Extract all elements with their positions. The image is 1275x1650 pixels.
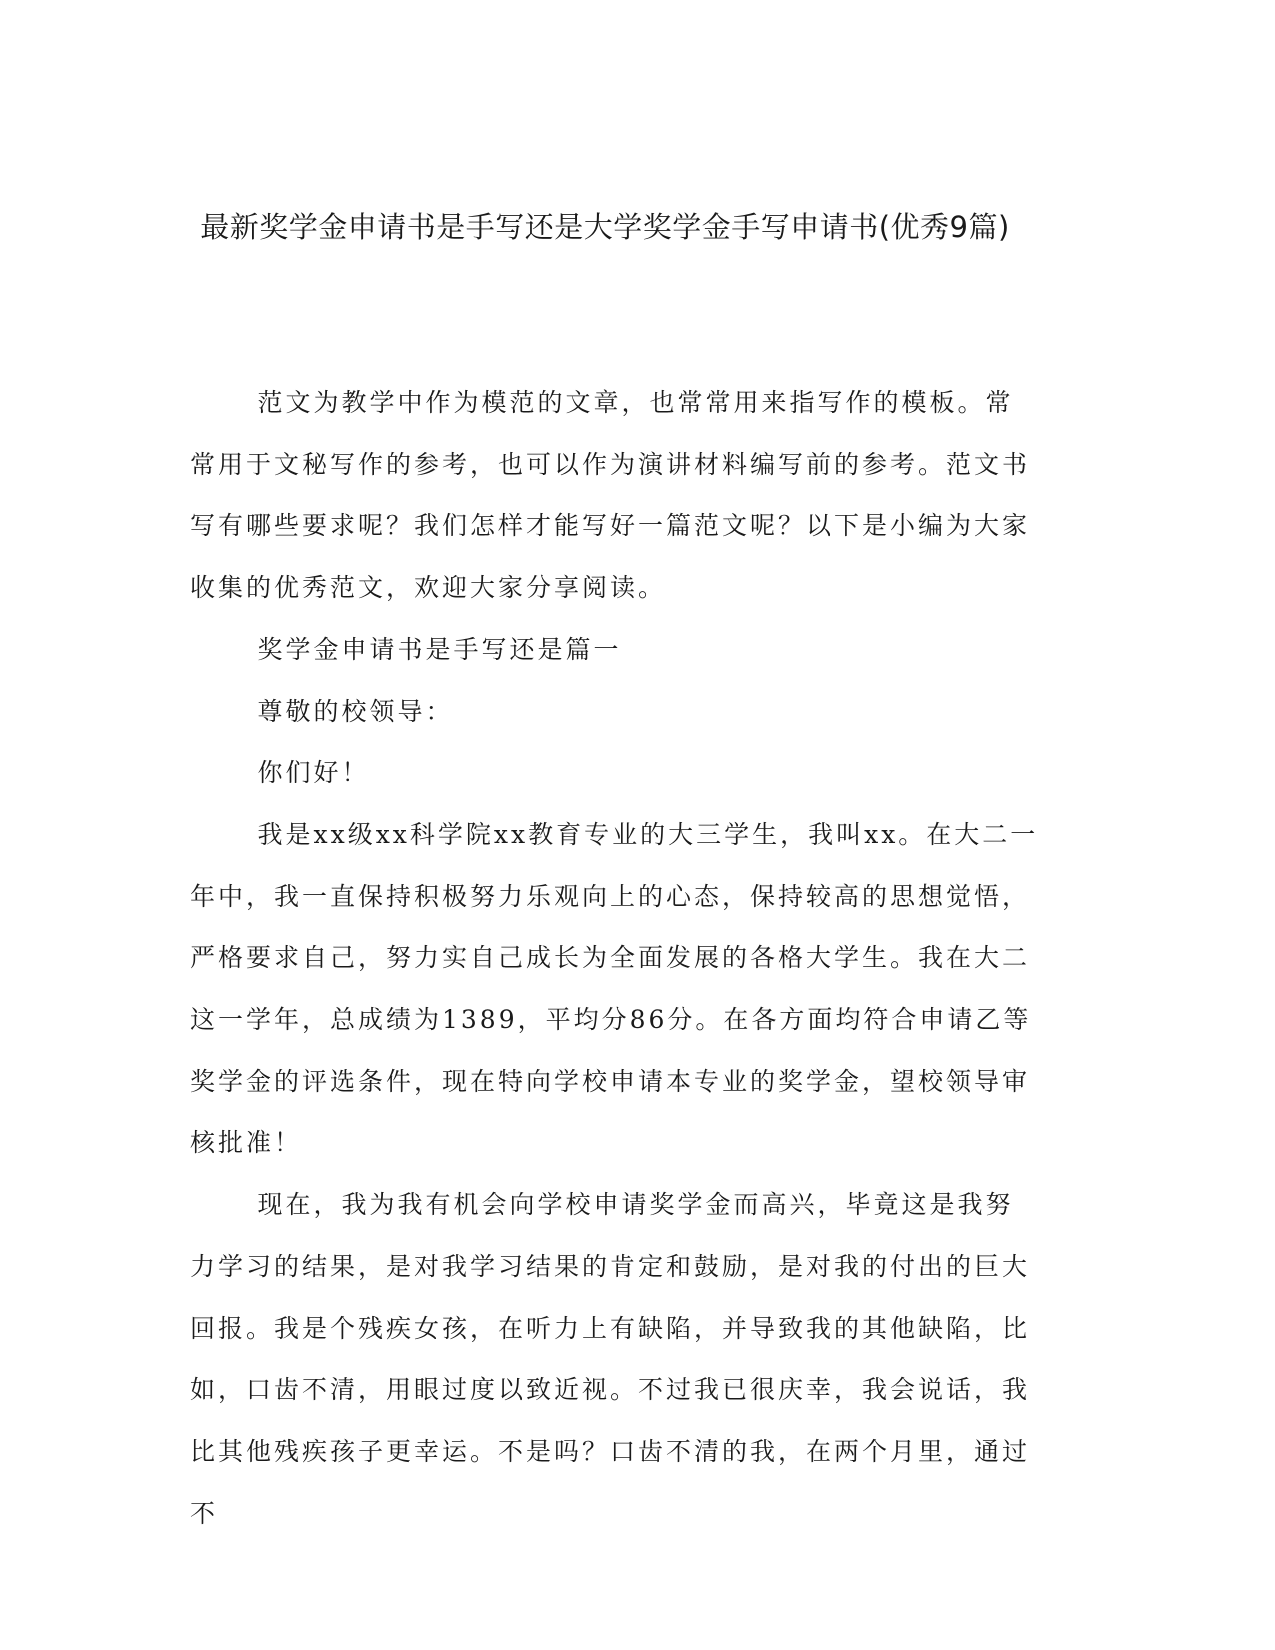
greeting: 你们好！: [257, 758, 370, 788]
body-paragraph: 我是xx级xx科学院xx教育专业的大三学生，我叫xx。在大二一年中，我一直保持积极努力乐观向上的心态，保持较高的思想觉悟，严格要求自己，努力实自己成长为全面发展的各格大学生。我在大二这一学年，总成绩为1389，平均分86分。在各方面均符合申请乙等奖学金的评选条件，现在特向学校申请本专业的奖学金，望校领导审核批准！: [190, 819, 1039, 1158]
section-heading: 奖学金申请书是手写还是篇一: [257, 634, 622, 664]
intro-paragraph: 范文为教学中作为模范的文章，也常常用来指写作的模板。常常用于文秘写作的参考，也可以作为演讲材料编写前的参考。范文书写有哪些要求呢？我们怎样才能写好一篇范文呢？以下是小编为大家收集的优秀范文，欢迎大家分享阅读。: [190, 388, 1031, 603]
document-body: [190, 372, 1040, 1544]
body-paragraph: 现在，我为我有机会向学校申请奖学金而高兴，毕竟这是我努力学习的结果，是对我学习结果的肯定和鼓励，是对我的付出的巨大回报。我是个残疾女孩，在听力上有缺陷，并导致我的其他缺陷，比如，口齿不清，用眼过度以致近视。不过我已很庆幸，我会说话，我比其他残疾孩子更幸运。不是吗？口齿不清的我，在两个月里，通过不: [190, 1190, 1031, 1528]
salutation: 尊敬的校领导：: [257, 696, 454, 726]
document-title: 最新奖学金申请书是手写还是大学奖学金手写申请书(优秀9篇): [200, 210, 1010, 244]
